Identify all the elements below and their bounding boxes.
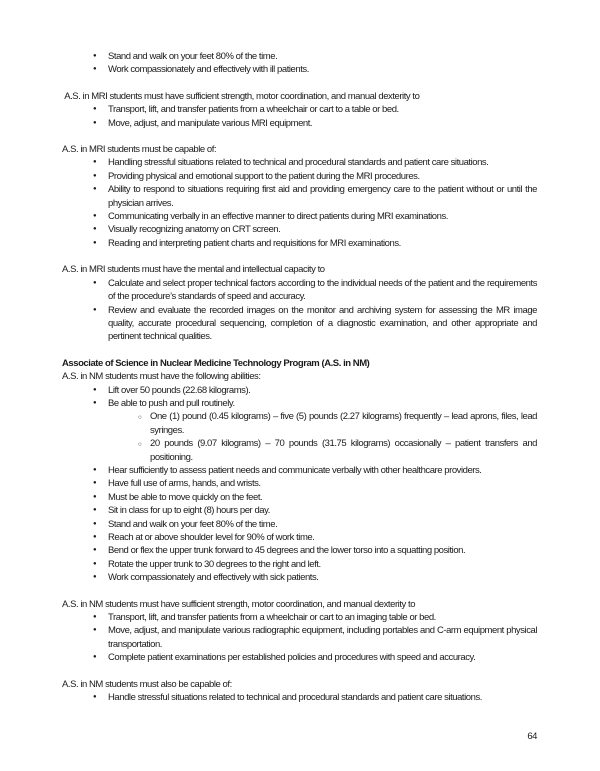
sub-bullet-item [62,437,537,464]
bullet-item [62,117,537,130]
section-heading: Associate of Science in Nuclear Medicine Technology Program (A.S. in NM) [62,357,370,369]
bullet-icon: ● [93,306,97,313]
bullet-item-text: Visually recognizing anatomy on CRT screen. [108,224,281,236]
bullet-item [62,518,537,531]
bullet-item [62,156,537,169]
bullet-item-text: Have full use of arms, hands, and wrists. [108,478,261,490]
bullet-list [62,611,537,665]
bullet-icon: ● [93,466,97,473]
bullet-item-text: Reading and interpreting patient charts and requisitions for MRI examinations. [108,237,401,249]
bullet-icon: ● [93,239,97,246]
bullet-item [62,384,537,397]
bullet-item [62,50,537,63]
bullet-icon: ● [93,279,97,286]
bullet-item [62,691,537,704]
bullet-icon: ● [93,574,97,581]
bullet-icon: ● [93,119,97,126]
bullet-item [62,531,537,544]
bullet-item-text: Handling stressful situations related to technical and procedural standards and patient care situations. [108,157,489,169]
bullet-item-text: Sit in class for up to eight (8) hours per day. [108,505,270,517]
sub-bullet-item [62,410,537,437]
bullet-icon: ● [93,172,97,179]
bullet-item [62,464,537,477]
bullet-icon: ● [93,520,97,527]
circle-bullet-icon: ○ [138,440,142,448]
bullet-icon: ● [93,213,97,220]
bullet-item-text: Stand and walk on your feet 80% of the time. [108,51,278,62]
bullet-item [62,611,537,624]
bullet-icon: ● [93,654,97,661]
bullet-item [62,210,537,223]
bullet-item-text: Reach at or above shoulder level for 90% of work time. [108,532,315,543]
bullet-item-text: Hear sufficiently to assess patient needs and communicate verbally with other healthcare providers. [108,464,482,476]
bullet-item-text: Calculate and select proper technical factors according to the individual needs of the patient and the requirements of the procedure’s standards of speed and accuracy. [108,277,537,303]
bullet-item-text: Work compassionately and effectively with sick patients. [108,572,319,584]
bullet-item [62,624,537,651]
paragraph: A.S. in MRI students must have sufficient strength, motor coordination, and manual dexterity to [62,90,420,102]
bullet-item [62,558,537,571]
bullet-item-text: Communicating verbally in an effective manner to direct patients during MRI examinations. [108,211,448,223]
bullet-item [62,304,537,344]
sub-bullet-list [62,410,537,464]
bullet-item-text: Stand and walk on your feet 80% of the time. [108,518,278,530]
bullet-item-text: One (1) pound (0.45 kilograms) – five (5) pounds (2.27 kilograms) frequently – lead aprons, files, lead syringes. [150,411,537,436]
bullet-icon: ● [93,159,97,166]
bullet-icon: ● [93,560,97,567]
bullet-item [62,397,537,464]
bullet-list [62,277,537,344]
bullet-list [62,50,537,77]
bullet-list [62,103,537,130]
bullet-icon: ● [93,66,97,73]
bullet-item [62,504,537,517]
paragraph: A.S. in NM students must have the following abilities: [62,371,261,383]
bullet-icon: ● [93,399,97,406]
bullet-item-text: Must be able to move quickly on the feet. [108,491,263,503]
bullet-item [62,477,537,490]
bullet-item-text: Complete patient examinations per established policies and procedures with speed and accuracy. [108,652,476,664]
paragraph: A.S. in NM students must have sufficient strength, motor coordination, and manual dexterity to [62,598,416,610]
bullet-list [62,156,537,250]
bullet-item [62,237,537,250]
paragraph: A.S. in MRI students must be capable of: [62,144,217,156]
bullet-item [62,170,537,183]
bullet-item-text: Review and evaluate the recorded images on the monitor and archiving system for assessing the MR image quality, accurate procedural sequencing, completion of a diagnostic examination, and other appropriate and pertinent technical qualities. [108,304,537,343]
bullet-item-text: Bend or flex the upper trunk forward to 45 degrees and the lower torso into a squatting position. [108,545,466,557]
bullet-icon: ● [93,507,97,514]
bullet-list [62,691,537,704]
bullet-item-text: 20 pounds (9.07 kilograms) – 70 pounds (31.75 kilograms) occasionally – patient transfers and positioning. [150,438,537,463]
bullet-item-text: Handle stressful situations related to technical and procedural standards and patient care situations. [108,692,482,704]
document-content [62,50,537,704]
bullet-item [62,103,537,116]
bullet-icon: ● [93,106,97,113]
bullet-item-text: Move, adjust, and manipulate various MRI equipment. [108,117,313,129]
bullet-item [62,491,537,504]
bullet-item [62,571,537,584]
bullet-item-text: Ability to respond to situations requiring first aid and providing emergency care to the patient without or until the physician arrives. [108,184,537,209]
bullet-item [62,183,537,210]
bullet-icon: ● [93,627,97,634]
bullet-item-text: Rotate the upper trunk to 30 degrees to the right and left. [108,558,321,570]
bullet-icon: ● [93,53,97,59]
paragraph: A.S. in NM students must also be capable of: [62,678,232,690]
circle-bullet-icon: ○ [138,413,142,421]
bullet-item-text: Be able to push and pull routinely. [108,397,235,409]
paragraph: A.S. in MRI students must have the mental and intellectual capacity to [62,264,325,276]
bullet-icon: ● [93,694,97,701]
bullet-icon: ● [93,386,97,393]
bullet-item-text: Transport, lift, and transfer patients from a wheelchair or cart to an imaging table or bed. [108,612,436,624]
bullet-icon: ● [93,534,97,540]
bullet-icon: ● [93,186,97,193]
bullet-item [62,277,537,304]
bullet-icon: ● [93,547,97,554]
bullet-item-text: Lift over 50 pounds (22.68 kilograms). [108,384,251,396]
bullet-item-text: Transport, lift, and transfer patients from a wheelchair or cart to a table or bed. [108,104,399,116]
bullet-icon: ● [93,480,97,487]
bullet-item [62,63,537,76]
bullet-item [62,223,537,236]
bullet-icon: ● [93,614,97,621]
bullet-item [62,651,537,664]
bullet-item-text: Providing physical and emotional support to the patient during the MRI procedures. [108,170,420,182]
bullet-icon: ● [93,493,97,500]
bullet-item [62,544,537,557]
bullet-icon: ● [93,226,97,233]
bullet-item-text: Move, adjust, and manipulate various radiographic equipment, including portables and C-arm equipment physical transportation. [108,625,537,650]
page-number: 64 [527,731,537,742]
bullet-item-text: Work compassionately and effectively with ill patients. [108,64,309,76]
bullet-list [62,384,537,585]
